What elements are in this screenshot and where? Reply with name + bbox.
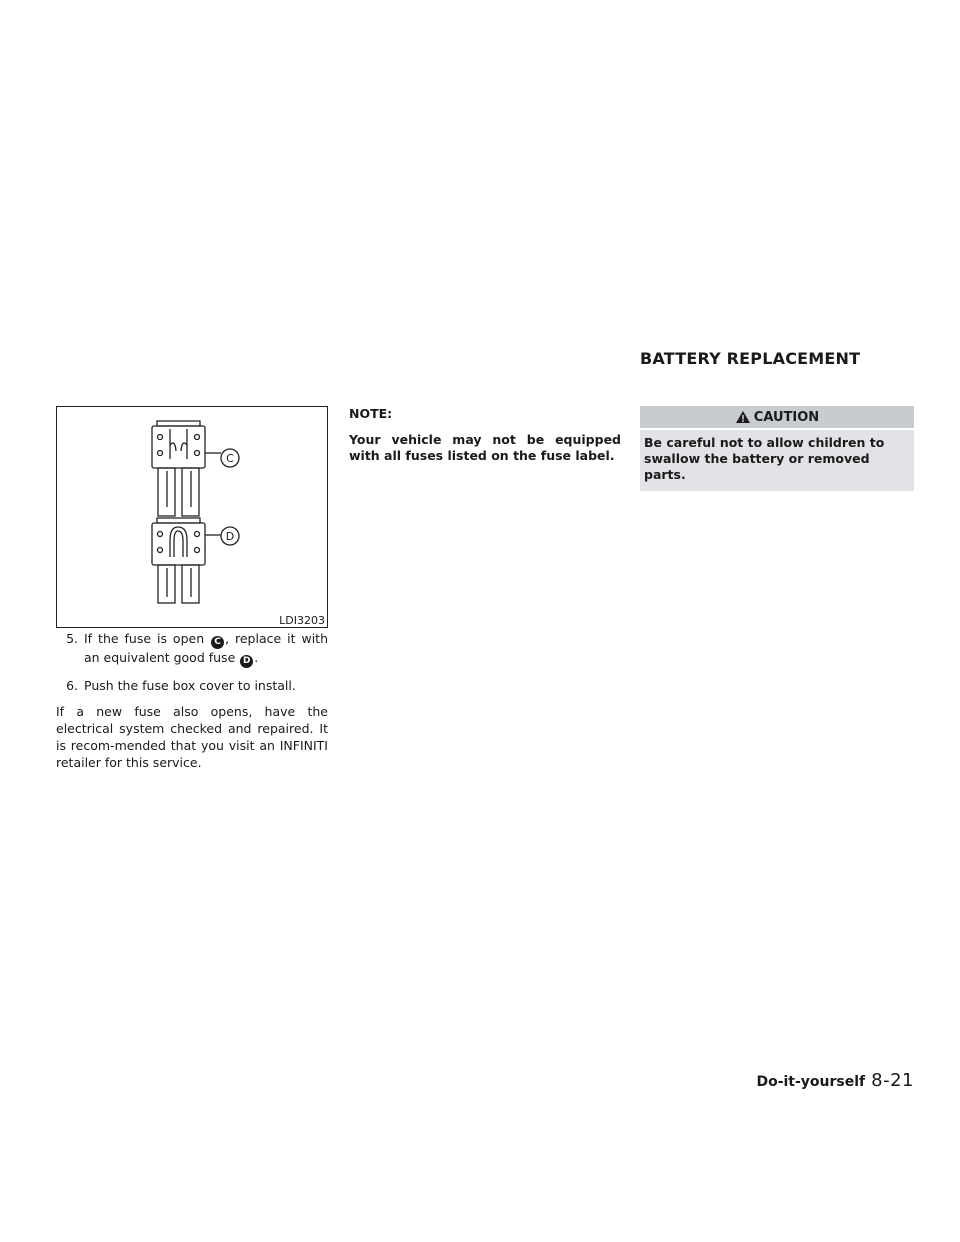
fuse-diagram xyxy=(57,407,327,627)
caution-body: Be careful not to allow children to swallow the battery or removed parts. xyxy=(640,430,914,491)
step-text: Push the fuse box cover to install. xyxy=(84,678,296,693)
footer-section-name: Do-it-yourself xyxy=(756,1074,866,1090)
callout-d: D xyxy=(225,530,235,543)
body-paragraph: If a new fuse also opens, have the electrical system checked and repaired. It is recom-mended that you visit an INFINITI retailer for this service. xyxy=(56,704,328,770)
caution-box xyxy=(640,406,914,491)
callout-c: C xyxy=(226,452,234,465)
section-heading: BATTERY REPLACEMENT xyxy=(640,349,861,368)
step-number: 6. xyxy=(66,678,78,693)
note-body: Your vehicle may not be equipped with all fuses listed on the fuse label. xyxy=(349,432,621,463)
good-fuse-drawing xyxy=(152,518,205,603)
caution-title: CAUTION xyxy=(753,409,820,425)
warning-triangle-icon xyxy=(735,410,751,424)
note-column xyxy=(349,406,621,464)
blown-fuse-drawing xyxy=(152,421,205,516)
figure-code: LDI3203 xyxy=(279,614,325,627)
fuse-illustration xyxy=(56,406,328,628)
step-6 xyxy=(56,677,328,694)
step-5 xyxy=(56,630,328,668)
page-footer xyxy=(756,1070,914,1091)
caution-header xyxy=(640,406,914,428)
step-text: If the fuse is open C , replace it with an equivalent good fuse D . xyxy=(84,631,328,666)
callout-c-marker: C xyxy=(211,636,224,649)
step-number: 5. xyxy=(66,631,78,646)
instructions-column xyxy=(56,630,328,771)
note-title: NOTE: xyxy=(349,406,393,421)
callout-d-marker: D xyxy=(240,655,253,668)
page-number: 8-21 xyxy=(871,1070,914,1091)
